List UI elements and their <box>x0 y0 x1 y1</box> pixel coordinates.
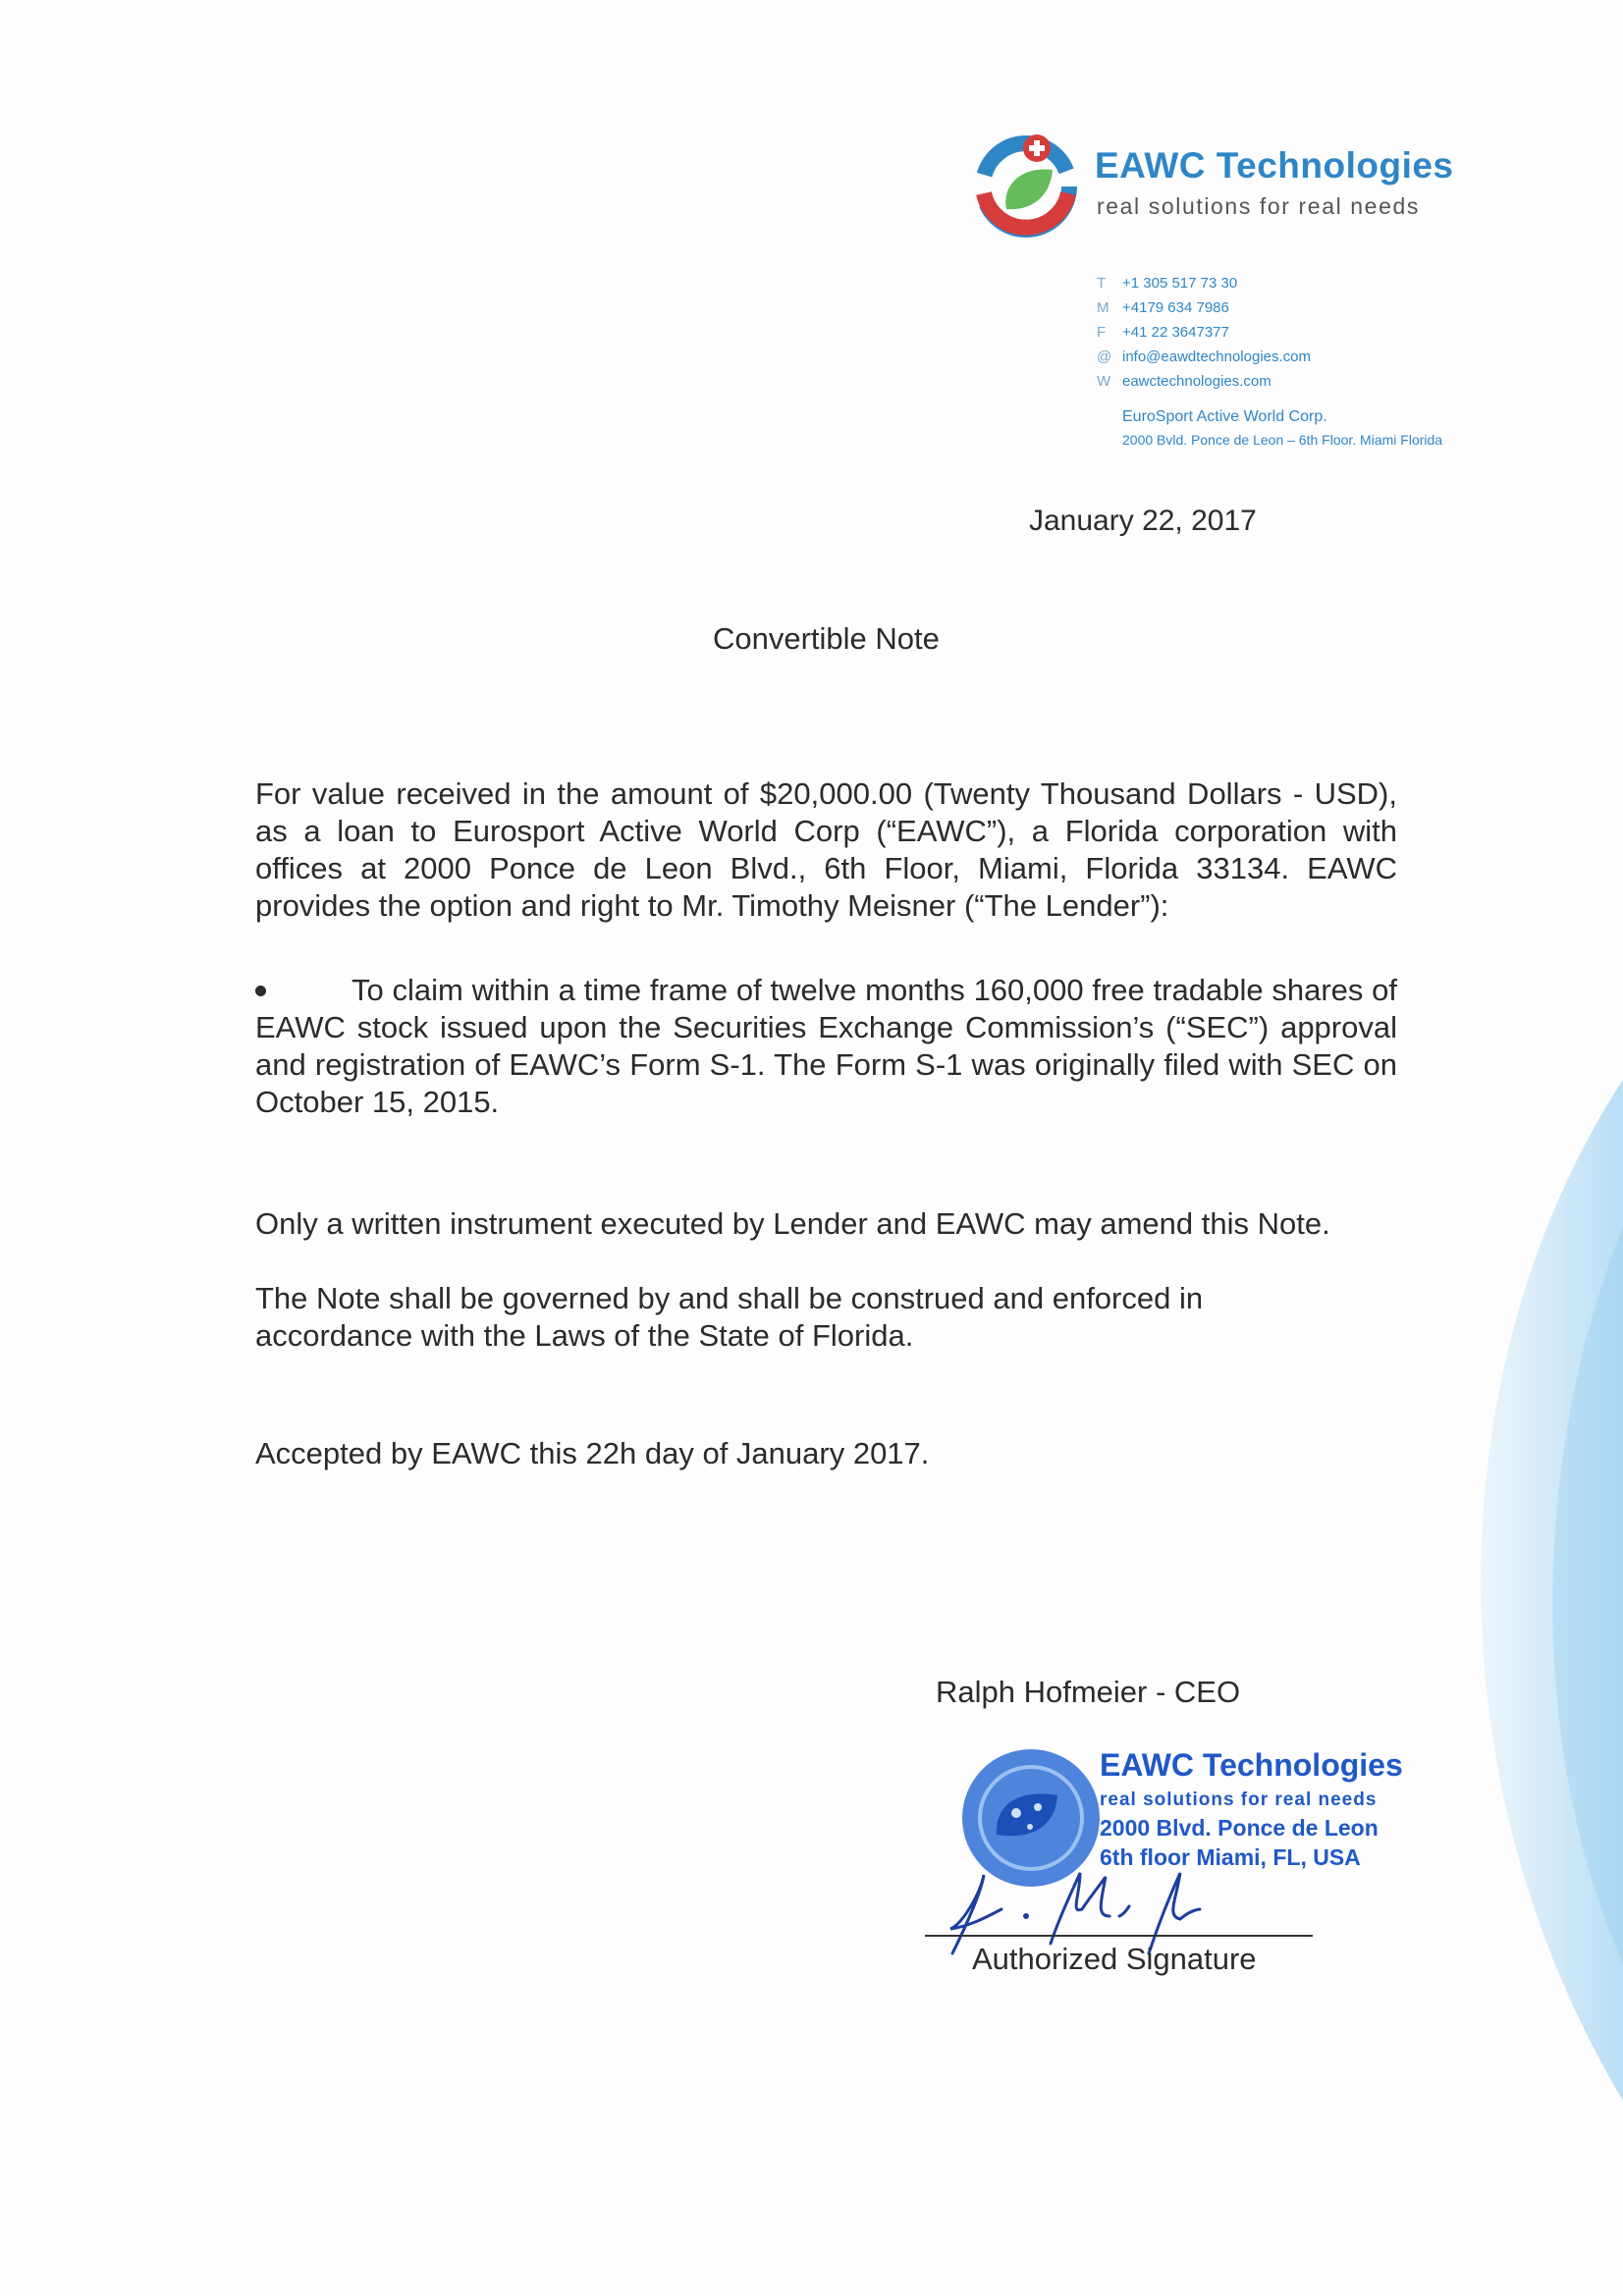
stamp-tagline: real solutions for real needs <box>1100 1789 1378 1810</box>
stamp-address-line-1: 2000 Blvd. Ponce de Leon <box>1100 1815 1379 1841</box>
contact-label: @ <box>1097 348 1112 365</box>
company-logo-icon <box>972 133 1080 240</box>
contact-label: M <box>1097 299 1109 316</box>
bullet-icon <box>255 986 266 996</box>
bullet-list-item <box>255 972 1397 1121</box>
corporation-name: EuroSport Active World Corp. <box>1122 408 1327 425</box>
contact-fax <box>1097 324 1311 348</box>
contact-phone <box>1097 275 1311 299</box>
signature-label: Authorized Signature <box>972 1942 1257 1976</box>
corporation-address: 2000 Bvld. Ponce de Leon – 6th Floor. Miami Florida <box>1122 432 1443 448</box>
signature-line <box>925 1935 1313 1937</box>
contact-mobile <box>1097 299 1311 324</box>
paragraph-acceptance: Accepted by EAWC this 22h day of January 2017. <box>255 1436 930 1470</box>
company-tagline: real solutions for real needs <box>1097 193 1420 219</box>
bullet-text: To claim within a time frame of twelve months 160,000 free tradable shares of EAWC stock issued upon the Securities Exchange Commission’s (“SEC”) approval and registration of EAWC’s Form S-1. The Form S-1 was originally filed with SEC on October 15, 2015. <box>255 973 1397 1119</box>
letter-date: January 22, 2017 <box>1029 505 1257 537</box>
contact-value: +4179 634 7986 <box>1122 299 1229 316</box>
contact-email <box>1097 348 1311 373</box>
signer-name: Ralph Hofmeier - CEO <box>936 1675 1241 1709</box>
document-title: Convertible Note <box>713 621 940 656</box>
contact-value: +41 22 3647377 <box>1122 324 1229 341</box>
contact-label: T <box>1097 275 1107 292</box>
contact-value: info@eawdtechnologies.com <box>1122 348 1312 365</box>
contact-block <box>1097 275 1311 398</box>
company-name: EAWC Technologies <box>1095 145 1454 186</box>
contact-value: +1 305 517 73 30 <box>1122 275 1238 292</box>
contact-label: F <box>1097 324 1107 341</box>
contact-website <box>1097 373 1311 398</box>
stamp-company-name: EAWC Technologies <box>1100 1747 1403 1783</box>
paragraph-value-received: For value received in the amount of $20,000.00 (Twenty Thousand Dollars - USD), as a loan to Eurosport Active World Corp (“EAWC”), a Florida corporation with offices at 2000 Ponce de Leon Blvd., 6th Floor, Miami, Florida 33134. EAWC provides the option and right to Mr. Timothy Meisner (“The Lender”): <box>255 776 1397 923</box>
contact-label: W <box>1097 373 1111 390</box>
paragraph-governing-law: The Note shall be governed by and shall be construed and enforced in accordance with the Laws of the State of Florida. <box>255 1281 1204 1353</box>
paragraph-amendment: Only a written instrument executed by Lender and EAWC may amend this Note. <box>255 1206 1330 1241</box>
contact-value: eawctechnologies.com <box>1122 373 1271 390</box>
stamp-address-line-2: 6th floor Miami, FL, USA <box>1100 1844 1361 1870</box>
